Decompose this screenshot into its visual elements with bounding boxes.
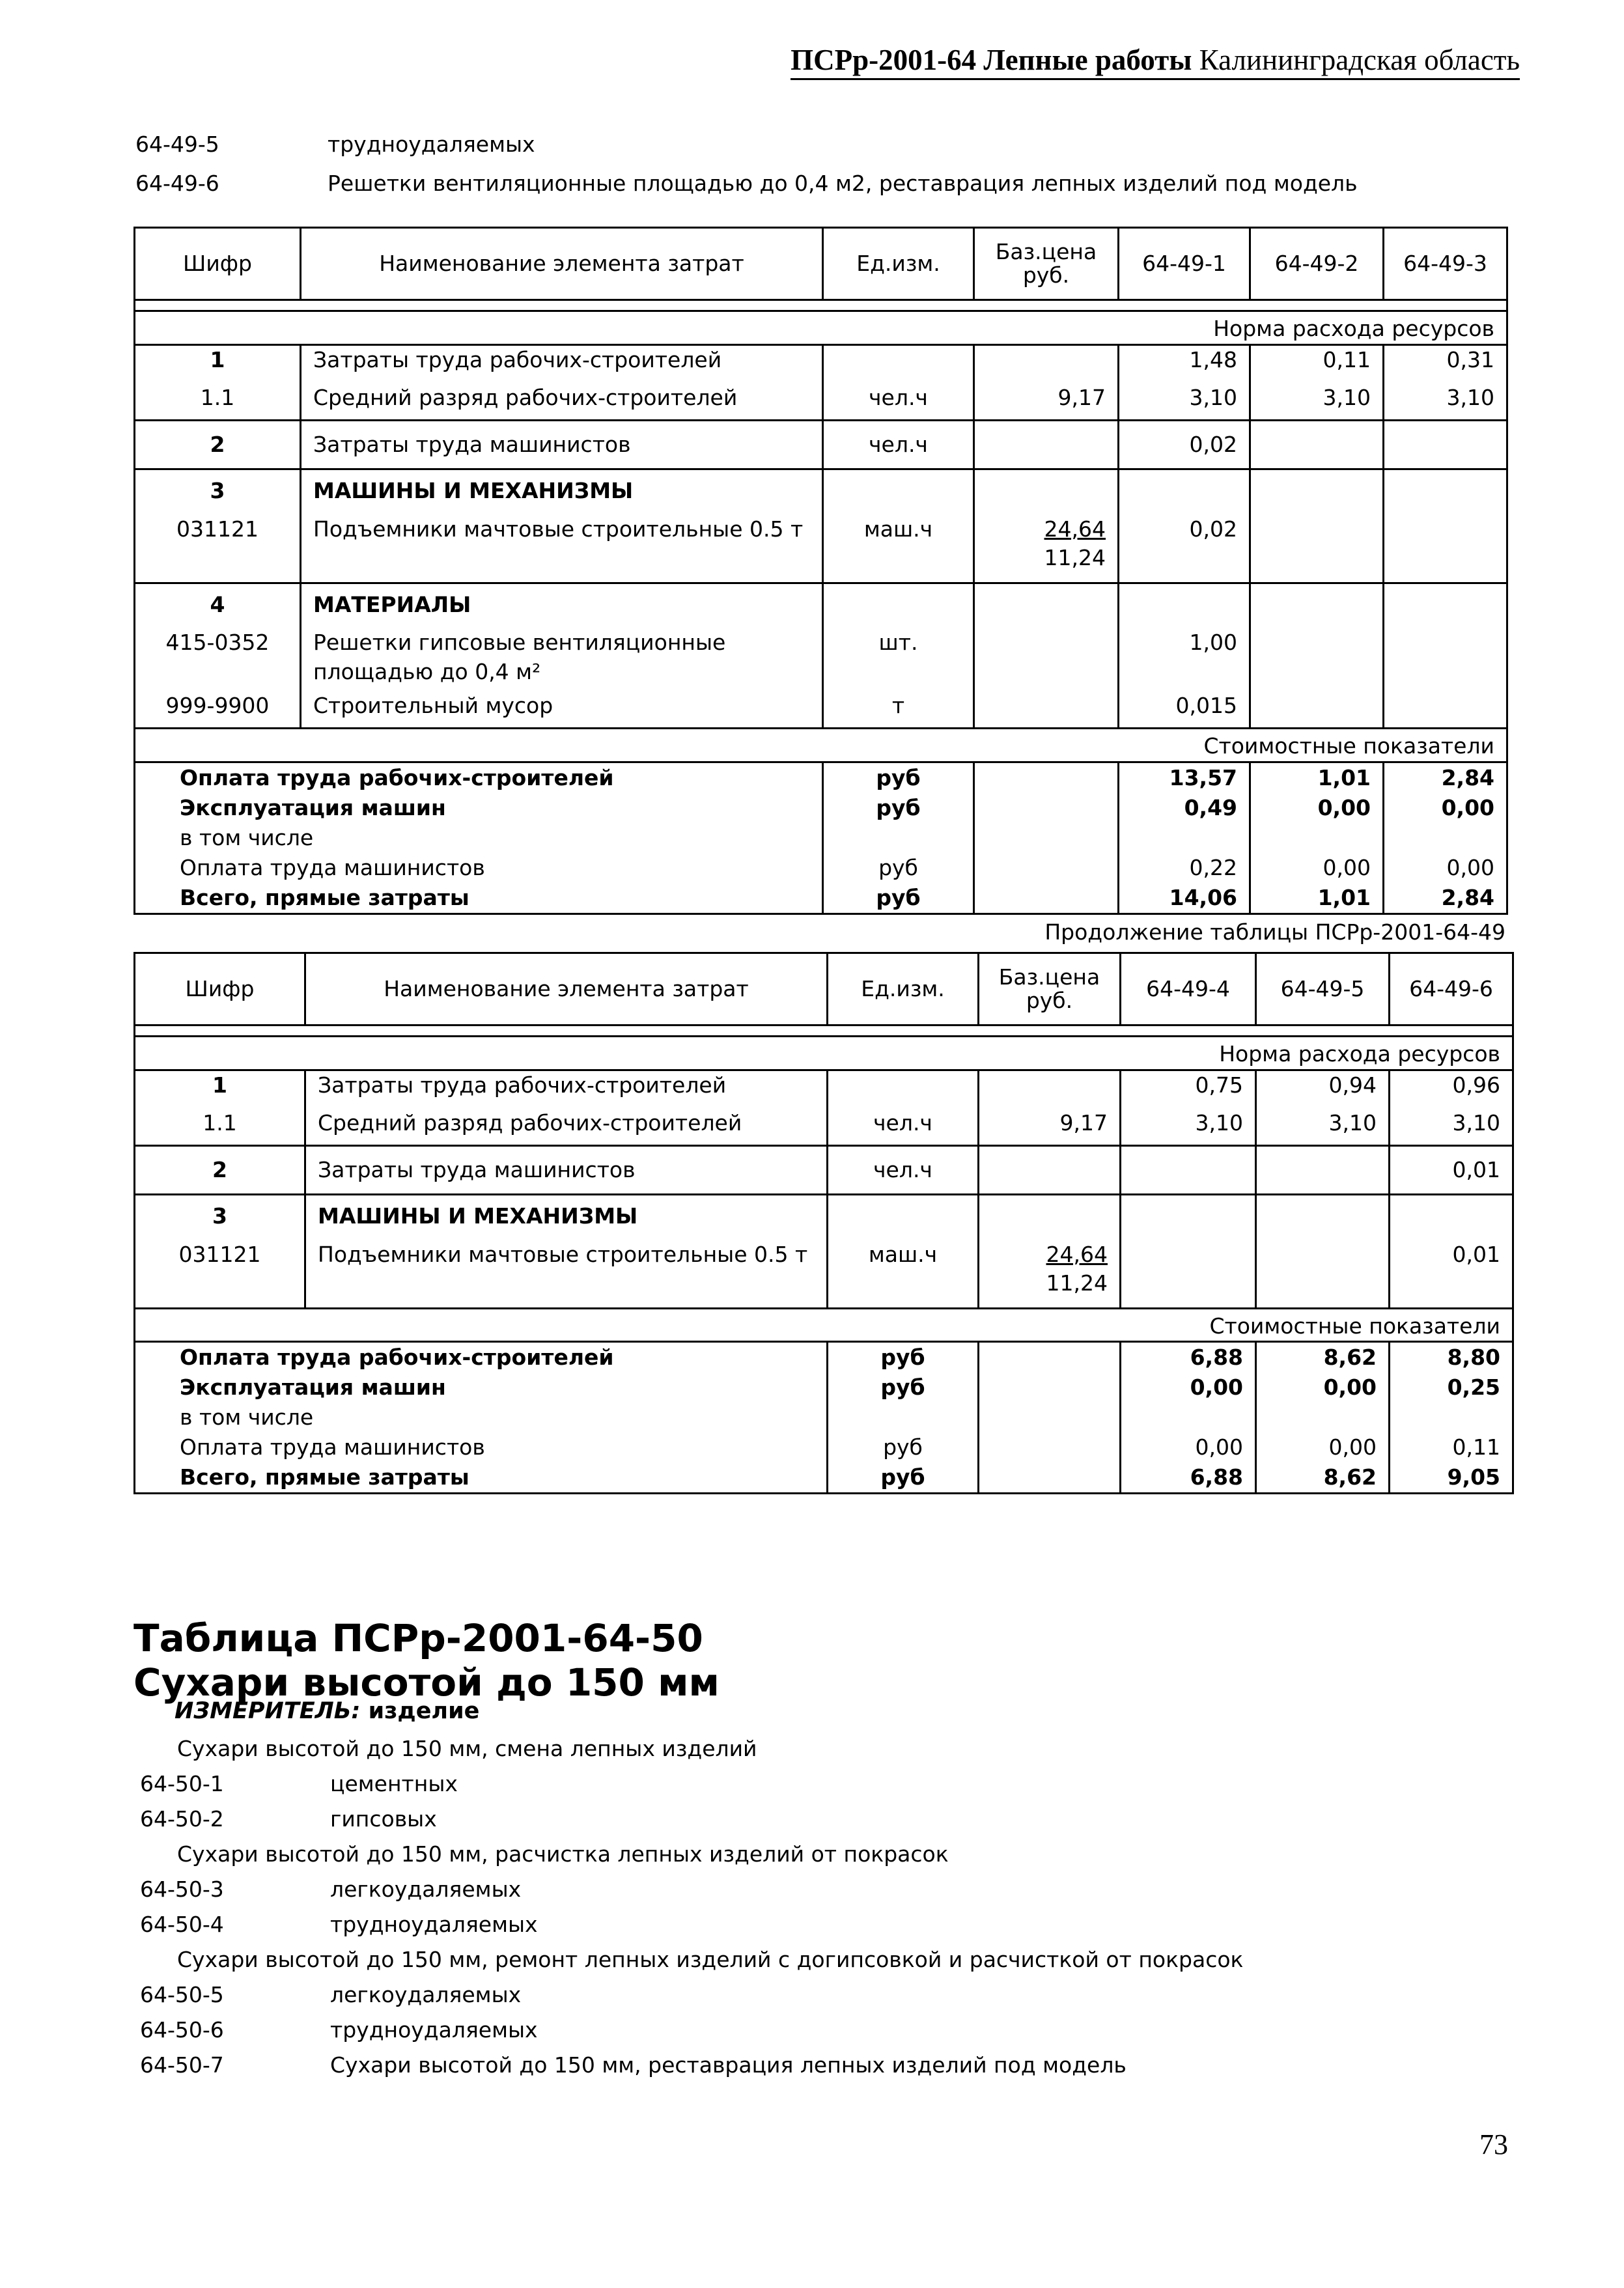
group-heading: Сухари высотой до 150 мм, смена лепных изделий [177,1736,757,1761]
table-row: 11,24 [135,1269,1513,1308]
cost-row: Оплата труда рабочих-строителей руб 13,57 1,01 2,84 [135,762,1507,793]
table-row: 3 МАШИНЫ И МЕХАНИЗМЫ [135,469,1507,506]
table-row: 1.1 Средний разряд рабочих-строителей чел.ч 9,17 3,10 3,10 3,10 [135,374,1507,420]
table-row: 031121 Подъемники мачтовые строительные 0.5 т маш.ч 24,64 0,01 [135,1231,1513,1270]
table-row: 1 Затраты труда рабочих-строителей 0,75 0,94 0,96 [135,1070,1513,1100]
code-line: 64-49-5 трудноудаляемых [135,132,535,157]
table-row: 11,24 [135,544,1507,583]
table-row: 1.1 Средний разряд рабочих-строителей чел.ч 9,17 3,10 3,10 3,10 [135,1100,1513,1145]
cost-caption: Стоимостные показатели [135,1308,1513,1342]
header-region: Калининградская область [1199,44,1520,76]
table-row: площадью до 0,4 м² [135,658,1507,687]
list-item: 64-50-1 цементных [140,1771,458,1796]
resource-table-1 [133,227,1508,915]
list-item: 64-50-7 Сухари высотой до 150 мм, реставрация лепных изделий под модель [140,2052,1127,2078]
table-row: 415-0352 Решетки гипсовые вентиляционные шт. 1,00 [135,619,1507,658]
section-subtitle: Сухари высотой до 150 мм [133,1660,720,1705]
code-line: 64-49-6 Решетки вентиляционные площадью до 0,4 м2, реставрация лепных изделий под модель [135,171,1358,196]
table-header-row: Шифр Наименование элемента затрат Ед.изм. Баз.цена руб. 64-49-1 64-49-2 64-49-3 [135,228,1507,300]
cost-caption: Стоимостные показатели [135,729,1507,762]
cost-row: Всего, прямые затраты руб 6,88 8,62 9,05 [135,1462,1513,1494]
section-title: Таблица ПСРр-2001-64-50 [133,1616,703,1660]
table-row: 1 Затраты труда рабочих-строителей 1,48 0,11 0,31 [135,344,1507,374]
table-header-row: Шифр Наименование элемента затрат Ед.изм. Баз.цена руб. 64-49-4 64-49-5 64-49-6 [135,953,1513,1025]
cost-row: в том числе [135,1402,1513,1432]
list-item: 64-50-4 трудноудаляемых [140,1912,538,1937]
norma-caption: Норма расхода ресурсов [135,1037,1513,1070]
norma-caption: Норма расхода ресурсов [135,311,1507,345]
list-item: 64-50-5 легкоудаляемых [140,1982,522,2007]
table-row: 031121 Подъемники мачтовые строительные 0.5 т маш.ч 24,64 0,02 [135,506,1507,544]
continuation-note: Продолжение таблицы ПСРр-2001-64-49 [1044,919,1505,945]
header-code: ПСРр-2001-64 Лепные работы [791,44,1192,76]
group-heading: Сухари высотой до 150 мм, расчистка лепных изделий от покрасок [177,1841,949,1867]
group-heading: Сухари высотой до 150 мм, ремонт лепных изделий с догипсовкой и расчисткой от покрасок [177,1947,1244,1972]
cost-row: Эксплуатация машин руб 0,49 0,00 0,00 [135,793,1507,823]
cost-row: Эксплуатация машин руб 0,00 0,00 0,25 [135,1373,1513,1402]
table-row: 2 Затраты труда машинистов чел.ч 0,01 [135,1145,1513,1195]
cost-row: Оплата труда рабочих-строителей руб 6,88 8,62 8,80 [135,1342,1513,1373]
cost-row: Всего, прямые затраты руб 14,06 1,01 2,84 [135,883,1507,914]
table-row: 4 МАТЕРИАЛЫ [135,583,1507,619]
meter-line: ИЗМЕРИТЕЛЬ: изделие [175,1698,480,1724]
list-item: 64-50-6 трудноудаляемых [140,2017,538,2043]
page-header [791,43,1520,80]
cost-row: Оплата труда машинистов руб 0,00 0,00 0,11 [135,1432,1513,1462]
resource-table-2 [133,952,1514,1494]
list-item: 64-50-3 легкоудаляемых [140,1876,522,1902]
cost-row: в том числе [135,823,1507,853]
table-row: 999-9900 Строительный мусор т 0,015 [135,686,1507,728]
page-number: 73 [1479,2128,1508,2160]
cost-row: Оплата труда машинистов руб 0,22 0,00 0,00 [135,853,1507,883]
list-item: 64-50-2 гипсовых [140,1806,437,1832]
table-row: 2 Затраты труда машинистов чел.ч 0,02 [135,420,1507,469]
table-row: 3 МАШИНЫ И МЕХАНИЗМЫ [135,1195,1513,1231]
